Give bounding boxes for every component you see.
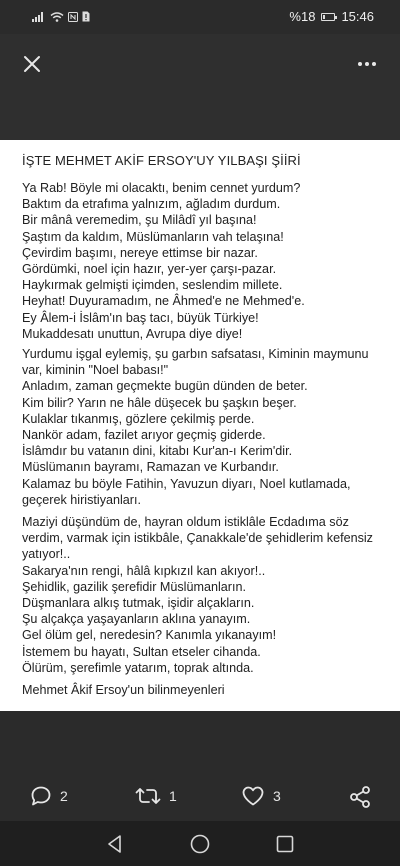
poem-signature: Mehmet Âkif Ersoy'un bilinmeyenleri [22,683,225,697]
back-icon [104,833,126,855]
poem-line: Ya Rab! Böyle mi olacaktı, benim cennet yurdum? [22,181,301,195]
poem-line: Düşmanlara alkış tutmak, işidir alçakların. [22,596,255,611]
poem-line: İstemem bu hayatı, Sultan etseler cihanda. [22,644,261,659]
share-button[interactable] [348,785,372,809]
post-image [0,140,400,711]
poem-line: Şu alçakça yaşayanların aklına yanayım. [22,612,251,627]
poem-line: Maziyi düşündüm de, hayran oldum istiklâle Ecdadıma söz verdim, varmak için istikbâle, Çanakkale'de şehidlerim kefensiz yatıyor!.. [22,515,373,562]
like-button[interactable] [241,785,281,807]
nfc-icon [68,12,78,22]
poem-line: Şaştım da kaldım, Müslümanların vah telaşına! [22,229,284,244]
poem-line: Gel ölüm gel, neredesin? Kanımla yıkanayım! [22,628,277,643]
recents-icon [274,833,296,855]
more-options-button[interactable] [358,60,378,68]
status-icons [32,11,90,22]
action-bar [0,711,400,821]
back-button[interactable] [104,833,126,855]
stanza-3 [22,514,387,676]
wifi-icon [50,12,64,22]
poem-line: Gördümki, noel için hazır, yer-yer çarşı-pazar. [22,262,277,277]
battery-percent: %18 [289,9,316,24]
poem-line: Nankör adam, fazilet arıyor geçmiş giderde. [22,428,266,443]
home-button[interactable] [189,833,211,855]
clock: 15:46 [341,9,374,24]
poem-line: Müslümanın bayramı, Ramazan ve Kurbandır. [22,460,279,475]
signal-icon [32,12,46,22]
comment-icon [30,785,52,807]
more-icon [358,62,362,66]
reply-button[interactable] [30,785,68,807]
likes-count: 3 [273,788,281,804]
poem-line: Kulaklar tıkanmış, gözlere çekilmiş perde. [22,411,255,426]
sim-alert-icon [82,11,90,22]
poem-line: Ey Âlem-i İslâm'ın baş tacı, büyük Türkiye! [22,310,259,325]
poem-title: İŞTE MEHMET AKİF ERSOY'UY YILBAŞI ŞİİRİ [22,153,301,168]
top-bar [0,34,400,140]
close-icon [20,52,44,76]
poem-line: Mukaddesatı unuttun, Avrupa diye diye! [22,326,243,341]
system-nav-bar [0,821,400,866]
poem-line: Kim bilir? Yarın ne hâle düşecek bu şaşkın beşer. [22,395,297,410]
retweet-button[interactable] [135,785,177,807]
poem-line: Haykırmak gelmişti içimden, seslendim millete. [22,278,283,293]
poem-line: Çevirdim başımı, nereye ettimse bir nazar. [22,245,258,260]
close-button[interactable] [20,52,44,76]
poem-line: Baktım da etrafıma yalnızım, ağladım durdum. [22,197,281,212]
home-icon [189,833,211,855]
poem-line: Sakarya'nın rengi, hâlâ kıpkızıl kan akıyor!.. [22,563,266,578]
poem-line: İslâmdır bu vatanın dini, kitabı Kur'an-ı Kerim'dir. [22,444,293,459]
retweets-count: 1 [169,788,177,804]
poem-line: Kalamaz bu böyle Fatihin, Yavuzun diyarı, Noel kutlamada, geçerek hiristiyanları. [22,476,351,507]
stanza-2 [22,346,387,508]
comments-count: 2 [60,788,68,804]
share-icon [348,785,372,809]
status-bar [0,0,400,34]
recents-button[interactable] [274,833,296,855]
stanza-1 [22,180,387,342]
poem-line: Anladım, zaman geçmekte bugün dünden de beter. [22,379,308,394]
heart-icon [241,785,265,807]
retweet-icon [135,785,161,807]
poem-line: Yurdumu işgal eylemiş, şu garbın safsatası, Kiminin maymunu var, kiminin "Noel babası!" [22,347,369,378]
poem-line: Ölürüm, şerefimle yatarım, toprak altında. [22,660,254,675]
poem-line: Bir mânâ veremedim, şu Milâdî yıl başına! [22,213,257,228]
poem-line: Şehidlik, gazilik şerefidir Müslümanların. [22,579,246,594]
status-right [289,9,374,24]
battery-icon [321,13,335,21]
poem-line: Heyhat! Duyuramadım, ne Âhmed'e ne Mehmed'e. [22,294,305,309]
